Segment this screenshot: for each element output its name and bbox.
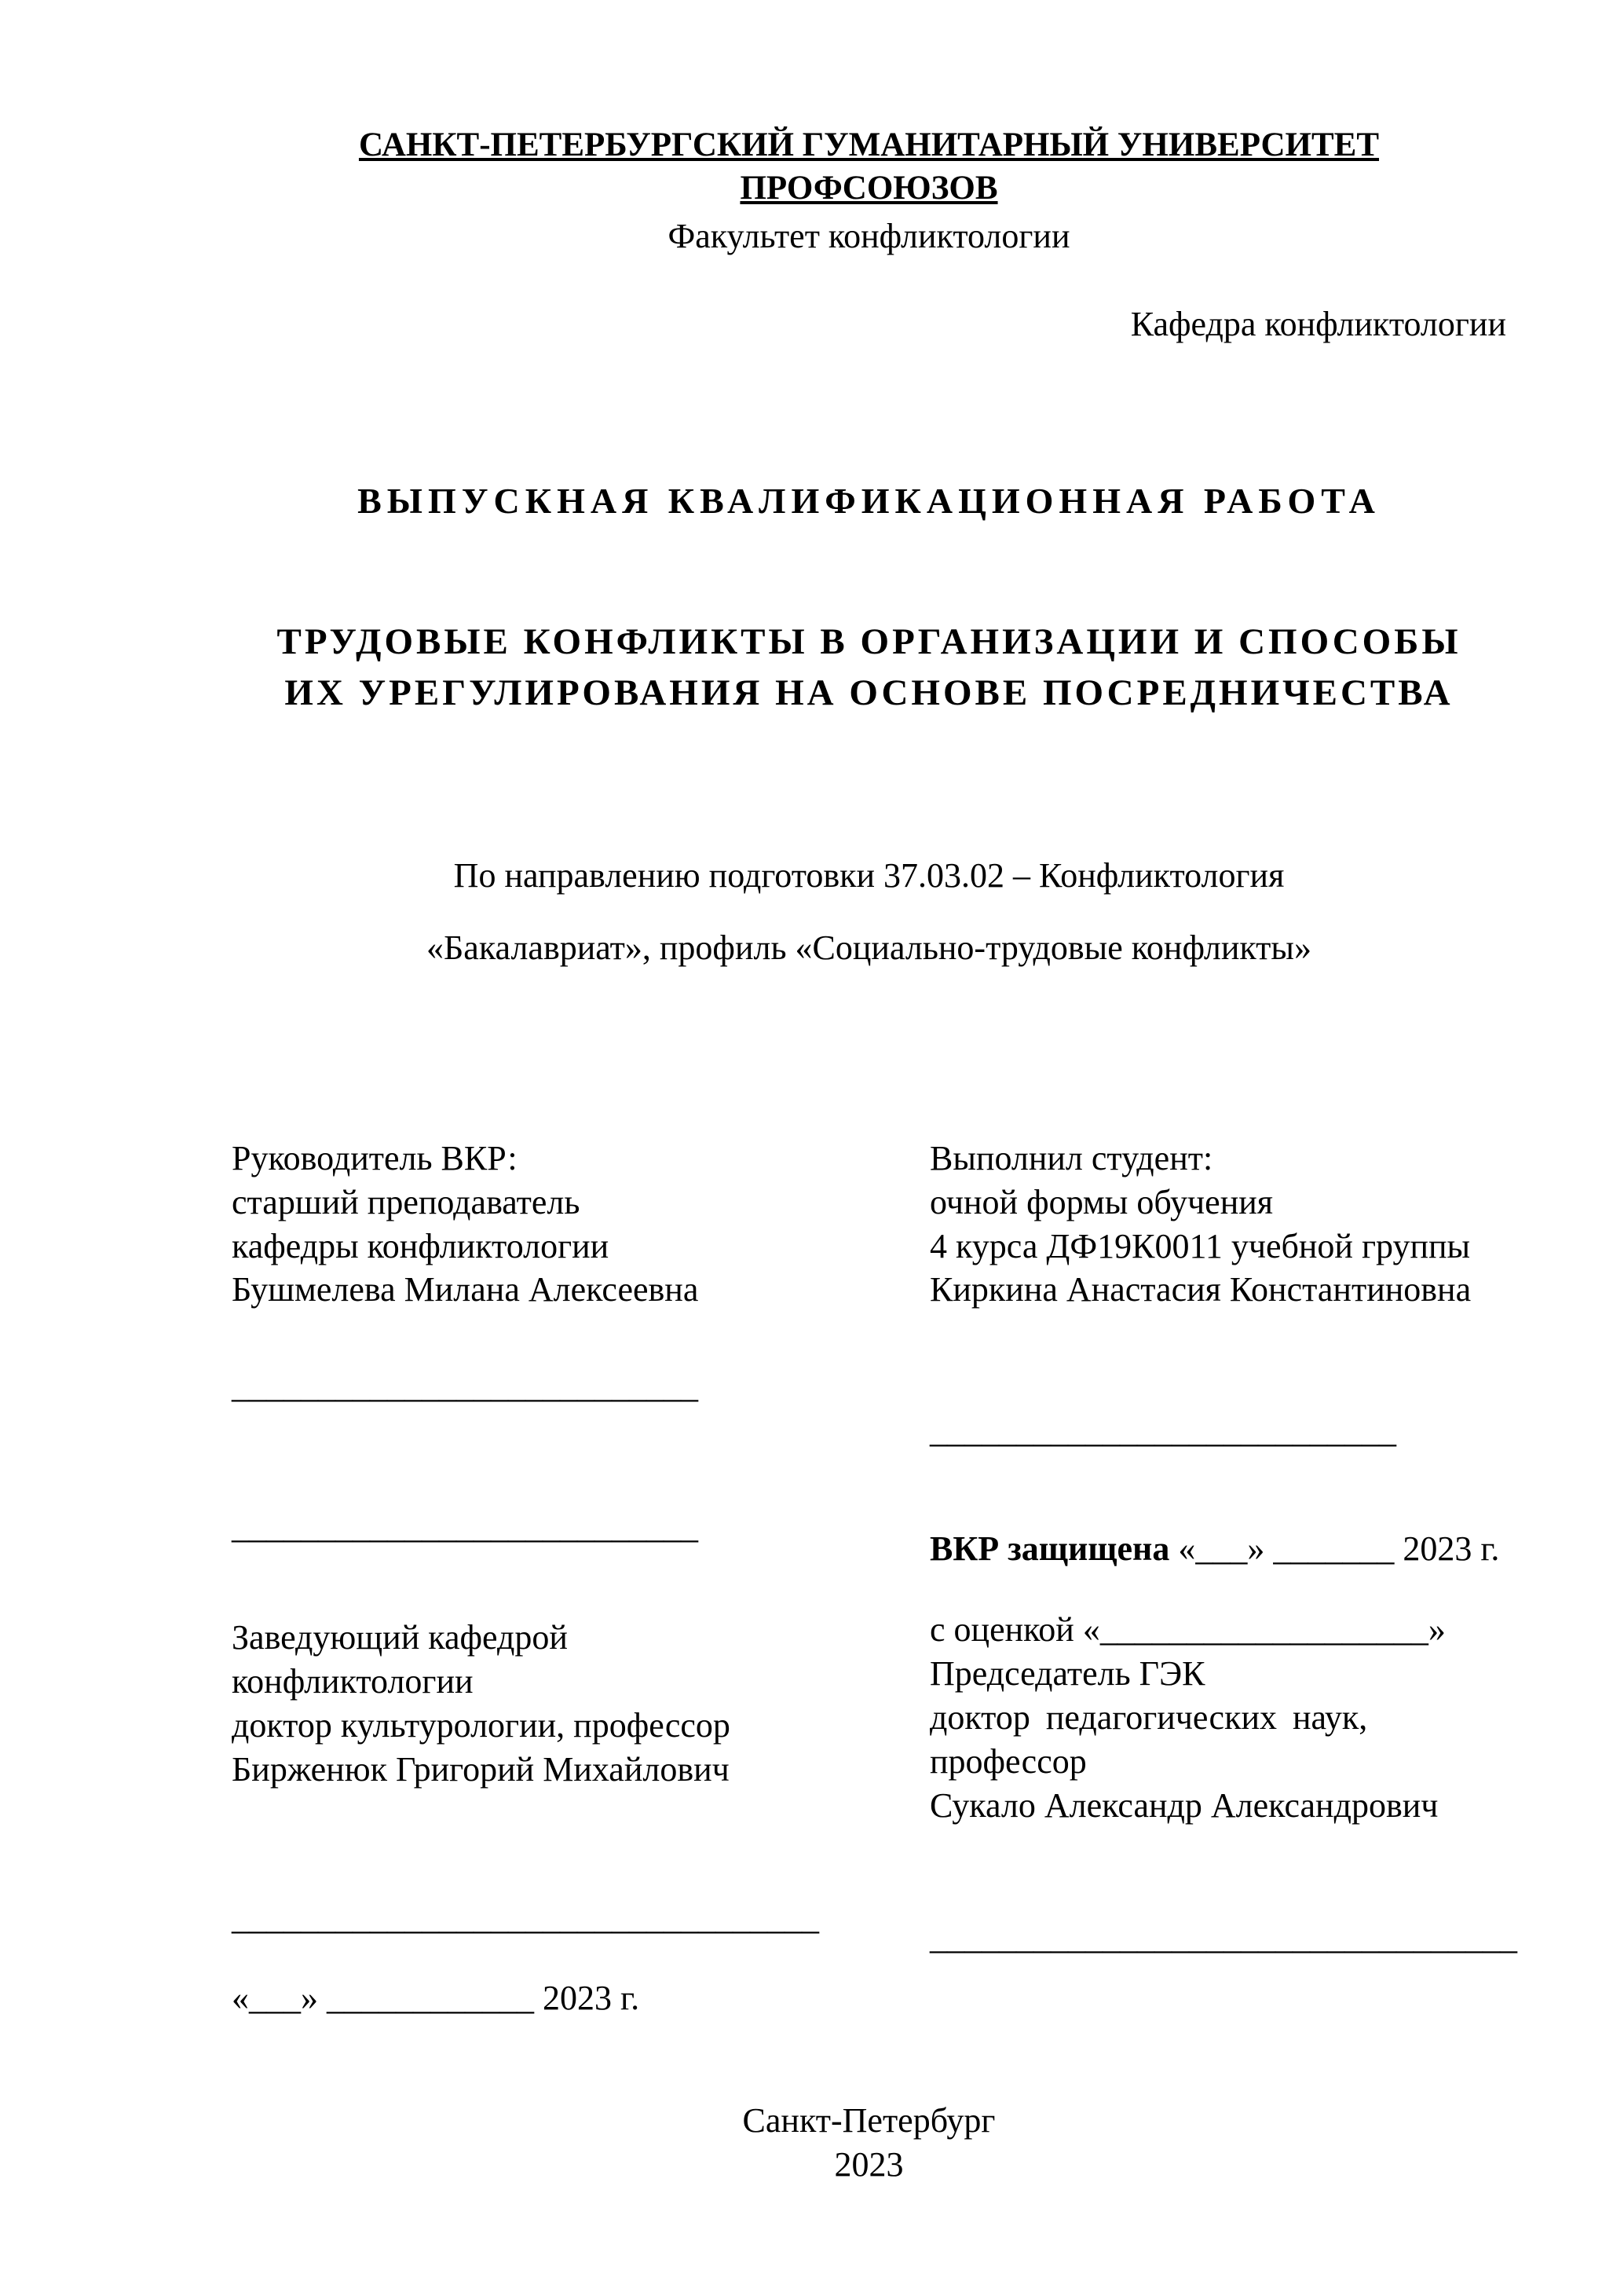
defense-date-blanks: «___» _______ 2023 г.	[1169, 1529, 1500, 1569]
faculty-name: Факультет конфликтологии	[668, 217, 1070, 256]
department-head-line-1: Заведующий кафедрой	[232, 1618, 568, 1657]
chairman-name: Сукало Александр Александрович	[930, 1785, 1439, 1825]
supervisor-name: Бушмелева Милана Алексеевна	[232, 1270, 699, 1309]
student-group: 4 курса ДФ19К0011 учебной группы	[930, 1226, 1471, 1265]
supervisor-column	[232, 1137, 930, 2021]
student-label: Выполнил студент:	[930, 1138, 1213, 1177]
department-head-line-2: конфликтологии	[232, 1661, 474, 1701]
grade-block	[930, 1608, 1517, 1827]
chairman-position: доктор педагогических наук, профессор	[930, 1697, 1368, 1781]
supervisor-position-line-1: старший преподаватель	[232, 1182, 580, 1221]
department-head-date-line: «___» ____________ 2023 г.	[232, 1979, 640, 2018]
footer	[232, 2099, 1506, 2187]
supervisor-position-line-2: кафедры конфликтологии	[232, 1226, 609, 1265]
university-name: САНКТ-ПЕТЕРБУРГСКИЙ ГУМАНИТАРНЫЙ УНИВЕРСИТЕТ ПРОФСОЮЗОВ	[358, 126, 1380, 207]
student-block	[930, 1137, 1517, 1313]
grade-line: с оценкой «___________________»	[930, 1610, 1446, 1650]
department-head-signature-line: __________________________________	[232, 1898, 819, 1937]
study-profile: «Бакалавриат», профиль «Социально-трудовые конфликты»	[426, 928, 1311, 967]
footer-year: 2023	[834, 2145, 904, 2184]
chairman-signature-line: __________________________________	[930, 1918, 1517, 1957]
student-name: Киркина Анастасия Константиновна	[930, 1270, 1472, 1309]
student-study-form: очной формы обучения	[930, 1182, 1274, 1221]
supervisor-block	[232, 1137, 930, 1313]
department-name: Кафедра конфликтологии	[1130, 305, 1506, 344]
chairman-label: Председатель ГЭК	[930, 1653, 1205, 1693]
signature-columns	[232, 1137, 1517, 2021]
defense-label: ВКР защищена	[930, 1529, 1170, 1569]
work-type-heading: ВЫПУСКНАЯ КВАЛИФИКАЦИОННАЯ РАБОТА	[357, 480, 1381, 521]
footer-city: Санкт-Петербург	[742, 2101, 996, 2140]
thesis-title-line-1: ТРУДОВЫЕ КОНФЛИКТЫ В ОРГАНИЗАЦИИ И СПОСОБЫ	[276, 621, 1461, 663]
supervisor-signature-line-2: ___________________________	[232, 1507, 698, 1547]
supervisor-label: Руководитель ВКР:	[232, 1138, 518, 1177]
student-signature-line: ___________________________	[930, 1412, 1396, 1451]
student-column	[930, 1137, 1517, 2021]
department-head-name: Бирженюк Григорий Михайлович	[232, 1749, 730, 1789]
thesis-title-line-2: ИХ УРЕГУЛИРОВАНИЯ НА ОСНОВЕ ПОСРЕДНИЧЕСТВА	[284, 672, 1454, 714]
department-head-position: доктор культурологии, профессор	[232, 1705, 730, 1745]
department-head-block	[232, 1616, 930, 1792]
study-direction: По направлению подготовки 37.03.02 – Конфликтология	[453, 856, 1285, 895]
defense-line	[930, 1527, 1517, 1571]
thesis-title	[232, 617, 1506, 719]
supervisor-signature-line-1: ___________________________	[232, 1367, 698, 1406]
